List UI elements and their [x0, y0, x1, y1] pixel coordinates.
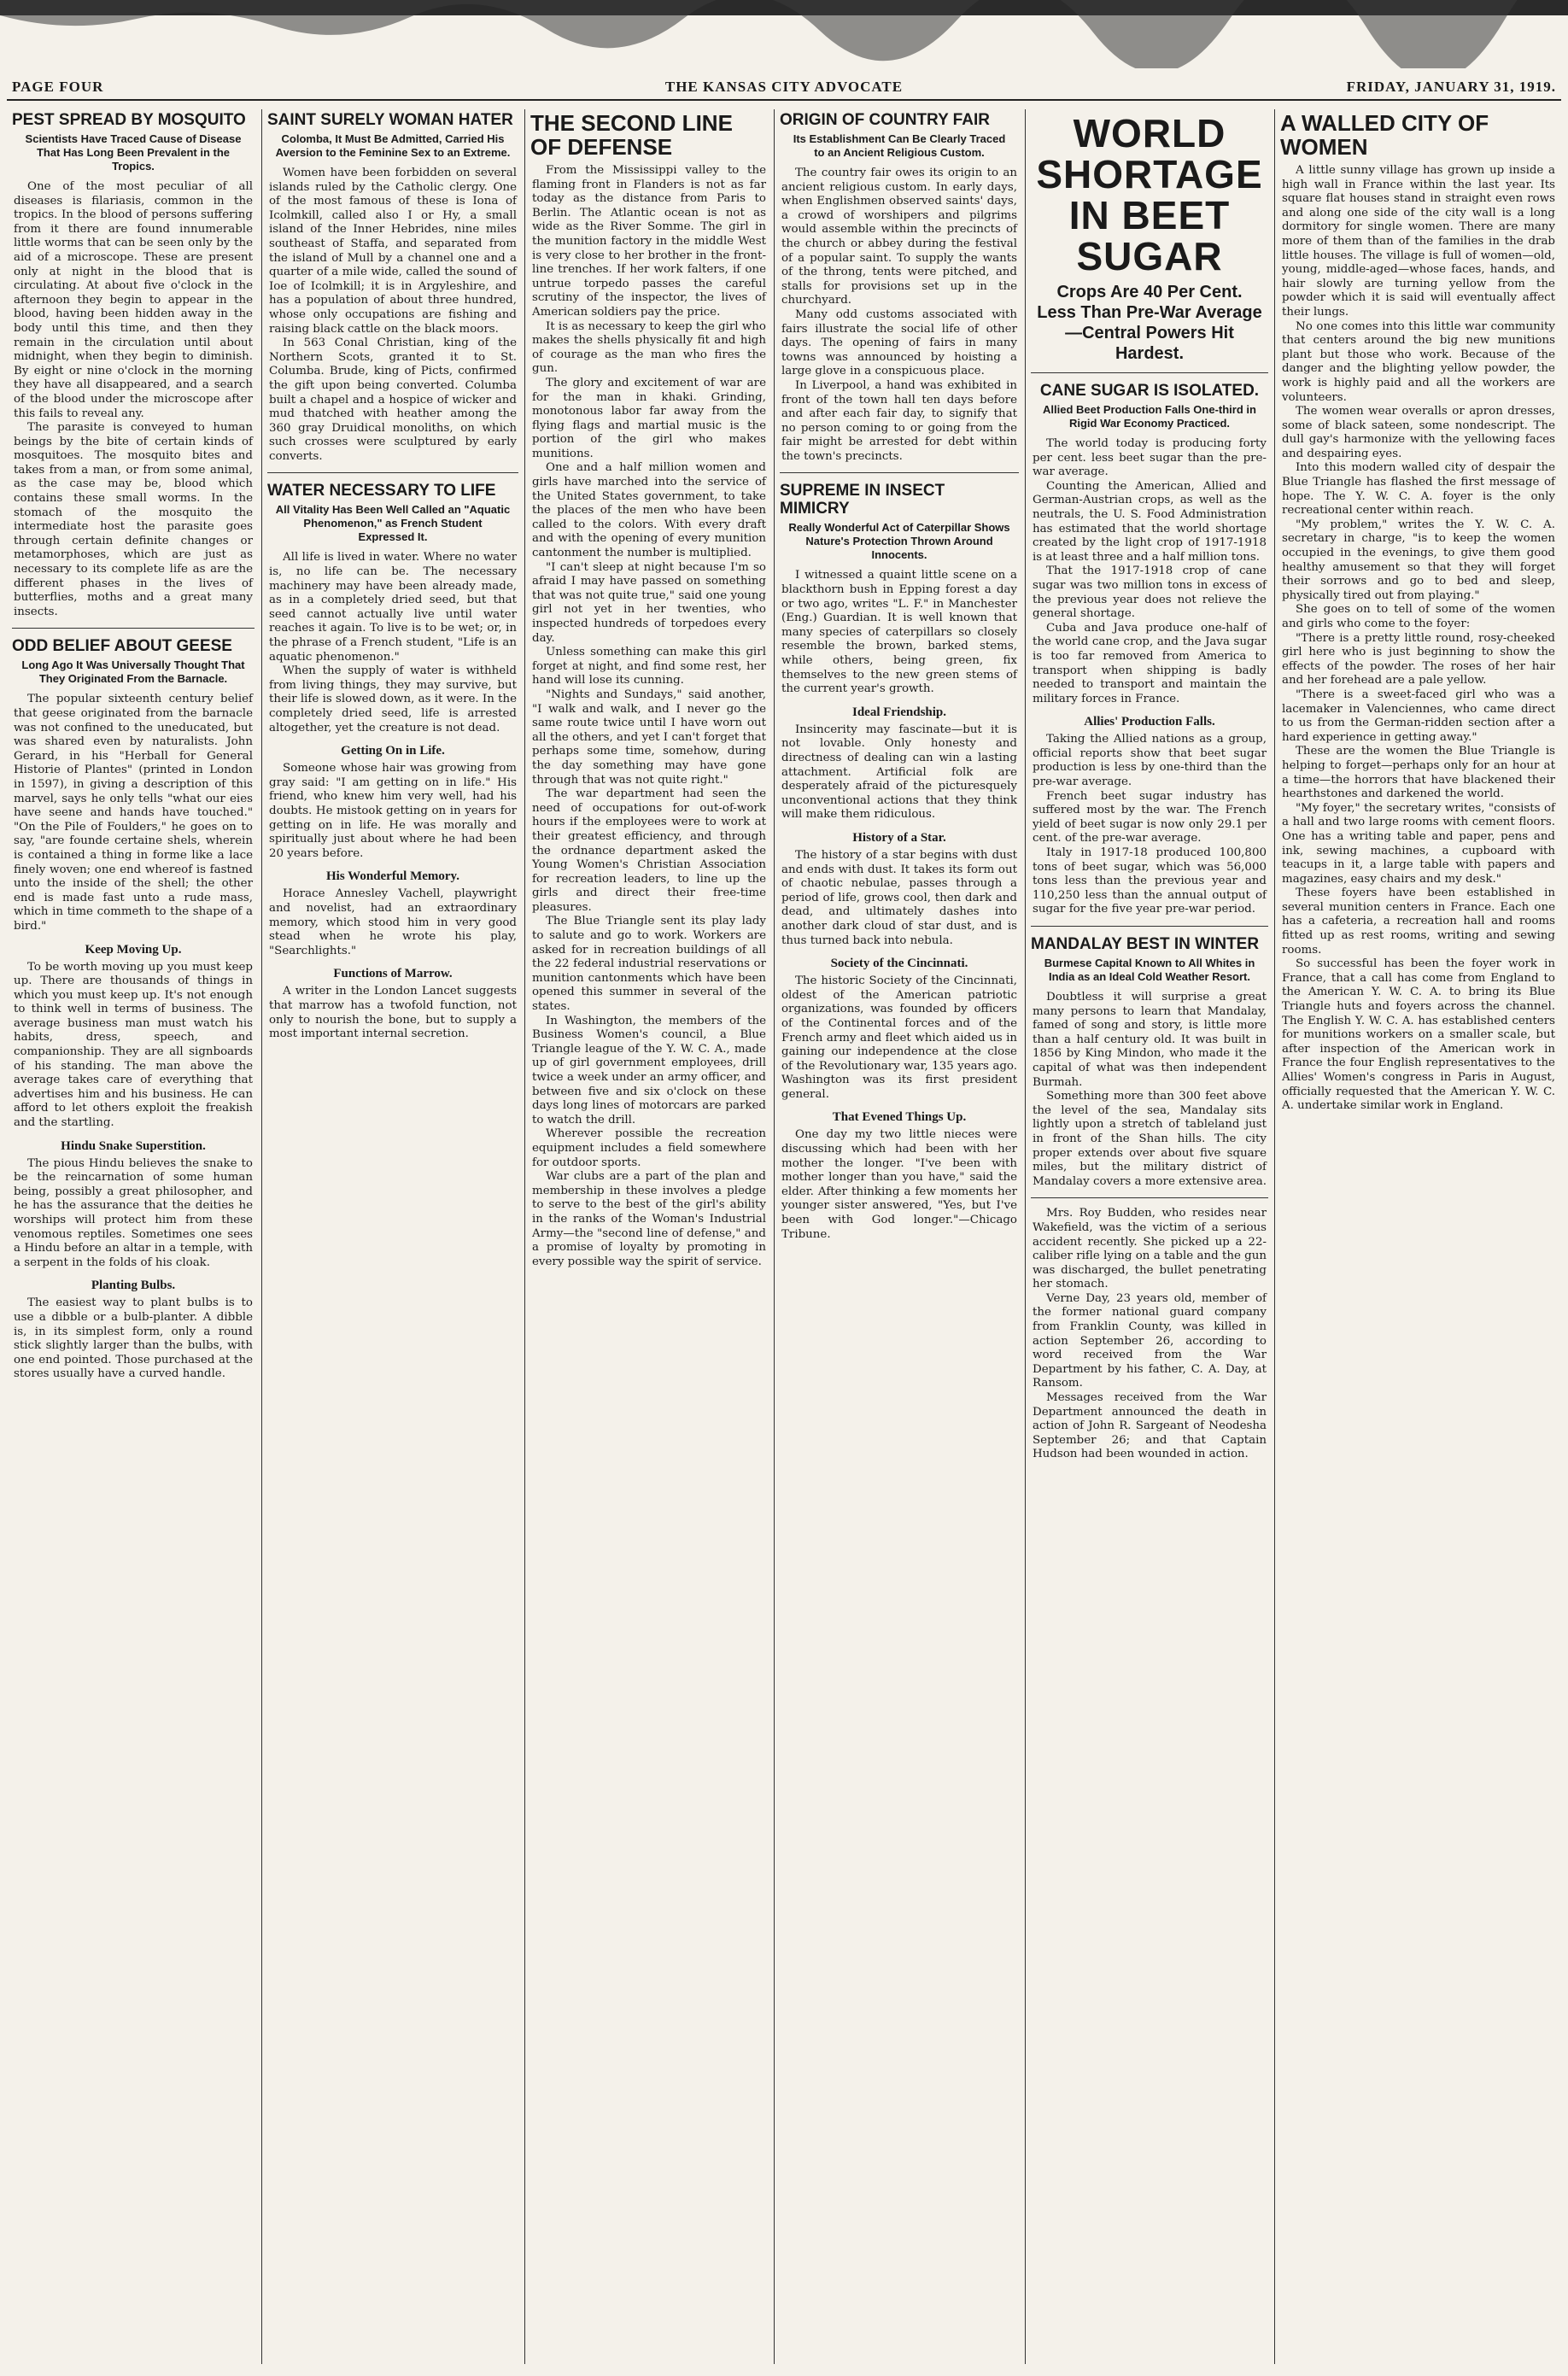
article-text: The world today is producing forty per cent. less beet sugar than the pre-war average.	[1033, 437, 1267, 479]
paper-name: THE KANSAS CITY ADVOCATE	[664, 79, 904, 95]
subhead-evened-up: That Evened Things Up.	[832, 1110, 967, 1125]
article-text: One and a half million women and girls have marched into the service of the United States government, to take the places of the men who have been called to the colors. With every draft and with the opening of every munition cantonment the number is multiplied.	[532, 461, 766, 560]
divider	[267, 472, 518, 473]
article-text: She goes on to tell of some of the women and girls who come to the foyer:	[1282, 603, 1555, 630]
column-1	[7, 109, 260, 2364]
article-text: Women have been forbidden on several islands ruled by the Catholic clergy. One of the most famous of these is Iona of Icolmkill, called also I or Hy, a small island of the Inner Hebrides, nine miles southeast of Staffa, and separated from the island of Mull by a channel one and a quarter of a mile wide, called the sound of Ioe of Icolmkill; it is in Argyleshire, and has a population of about three hundred, whose only occupations are fishing and raising black cattle on the black moors.	[269, 167, 517, 336]
article-text: In 563 Conal Christian, king of the Northern Scots, granted it to St. Columba. Brude, king of Picts, confirmed the gift upon being converted. Columba built a chapel and a hospice of wicker and mud thatched with heather among the 360 gray Druidical monoliths, on which such crosses were sculptured by early converts.	[269, 337, 517, 463]
article-text: A little sunny village has grown up inside a high wall in France within the last year. Its square flat houses stand in straight even rows and along one side of the city wall is a long dormitory for single women. There are many more of them than of the families in the drab little houses. The village is full of women—old, young, middle-aged—whose faces, hands, and hair slowly are turning yellow from the powder which it is said will eventually affect their lungs.	[1282, 164, 1555, 319]
deck-odd-belief: Long Ago It Was Universally Thought That They Originated From the Barnacle.	[21, 658, 245, 686]
headline-pest-mosquito: PEST SPREAD BY MOSQUITO	[12, 111, 246, 129]
article-text: The country fair owes its origin to an ancient religious custom. In early days, when Englishmen observed saints' days, a crowd of worshipers and pilgrims would assemble within the precincts of the church or abbey during the festival of a popular saint. To supply the wants of the throng, tents were pitched, and stalls for provisions set up in the churchyard.	[781, 167, 1017, 307]
subhead-planting-bulbs: Planting Bulbs.	[91, 1279, 176, 1293]
headline-second-line: THE SECOND LINE OF DEFENSE	[530, 110, 733, 160]
article-text: Into this modern walled city of despair the Blue Triangle has flashed the first message of hope. The Y. W. C. A. foyer is the only recreational center within reach.	[1282, 461, 1555, 518]
headline-water-necessary: WATER NECESSARY TO LIFE	[267, 482, 496, 500]
article-text: Taking the Allied nations as a group, official reports show that beet sugar production is less by one-third than the pre-war average.	[1033, 733, 1267, 789]
article-text: Doubtless it will surprise a great many persons to learn that Mandalay, famed of song and story, is little more than a half century old. It was built in 1856 by King Mindon, who made it the capital of what was then independent Burmah.	[1033, 991, 1267, 1089]
deck-insect-mimicry: Really Wonderful Act of Caterpillar Shows Nature's Protection Thrown Around Innocents.	[788, 521, 1010, 562]
article-text: Many odd customs associated with fairs illustrate the social life of other days. The opening of fairs in many towns was announced by hoisting a large glove in a conspicuous place.	[781, 307, 1017, 378]
article-text: "My foyer," the secretary writes, "consists of a hall and two large rooms with cement floors. One has a writing table and paper, pens and ink, sewing machines, a cupboard with teacups in it, a large table with papers and magazines, easy chairs and my desk."	[1282, 801, 1555, 886]
column-6	[1274, 109, 1562, 2364]
subhead-cincinnati: Society of the Cincinnati.	[830, 957, 968, 971]
article-text: When the supply of water is withheld from living things, they may survive, but their life is slowed down, as it were. In the completely dried seed, life is arrested altogether, yet the creature is not dead.	[269, 664, 518, 734]
article-text: The pious Hindu believes the snake to be the reincarnation of some human being, possibly a great philosopher, and he has the assurance that the deities he worships will protect him from these venomous reptiles. Sometimes one sees a Hindu before an altar in a temple, with a serpent in the folds of his cloak.	[14, 1156, 253, 1269]
divider	[780, 472, 1019, 473]
article-text: So successful has been the foyer work in France, that a call has come from England to the American Y. W. C. A. to bring its Blue Triangle huts and foyers across the channel. The English Y. W. C. A. has established centers for munitions workers on a smaller scale, but after inspection of the American work in France the four English representatives to the Allies' Women's congress in Paris in August, officially requested that the American Y. W. C. A. undertake similar work in England.	[1282, 957, 1555, 1113]
article-text: One day my two little nieces were discussing which had been with her mother the longer. "I've been with mother longer than you have," said the elder. After thinking a few moments her younger sister answered, "Yes, but I've been with God longer."—Chicago Tribune.	[781, 1128, 1017, 1241]
article-text: "My problem," writes the Y. W. C. A. secretary in charge, "is to keep the women occupied in the evenings, to give them good healthy amusement so that they will forget their sorrows and go to bed and sleep, physically tired out from playing."	[1282, 518, 1555, 602]
article-text: The history of a star begins with dust and ends with dust. It takes its form out of chaotic nebulae, passes through a period of life, grows cool, then dark and dead, and ultimately dashes into another dark cloud of star dust, and is thus turned back into nebula.	[781, 848, 1017, 947]
article-text: Counting the American, Allied and German-Austrian crops, as well as the neutrals, the U. S. Food Administration has estimated that the world shortage created by the light crop of 1917-1918 is at least three and a half million tons.	[1033, 479, 1267, 564]
subhead-keep-moving: Keep Moving Up.	[85, 942, 182, 957]
subhead-hindu-snake: Hindu Snake Superstition.	[61, 1138, 206, 1153]
article-text: It is as necessary to keep the girl who makes the shells physically fit and high of courage as the man who fires the gun.	[532, 319, 766, 376]
article-text: I witnessed a quaint little scene on a blackthorn bush in Epping forest a day or two ago, writes "L. F." in Manchester (Eng.) Guardian. It is well known that many species of caterpillars so closely resemble the brown, barked stems, while others, being green, fix themselves to the new green stems of the current year's growth.	[781, 569, 1017, 696]
article-text: These are the women the Blue Triangle is helping to forget—perhaps only for an hour at a time—the horrors that have blackened their hearthstones and darkened the world.	[1282, 745, 1555, 801]
article-text: Something more than 300 feet above the level of the sea, Mandalay sits lightly upon a stretch of tableland just in front of the Shan hills. The city proper extends over about five square miles, but the military district of Mandalay covers a more extensive area.	[1033, 1090, 1267, 1188]
news-item: Mrs. Roy Budden, who resides near Wakefield, was the victim of a serious accident recently. She picked up a 22-caliber rifle lying on a table and the gun was discharged, the bullet penetrating her stomach.	[1033, 1207, 1267, 1291]
column-3	[524, 109, 773, 2364]
article-text: These foyers have been established in several munition centers in France. Each one has a cafeteria, a recreation hall and rooms fitted up as rest rooms, writing and sewing rooms.	[1282, 887, 1555, 957]
deck-allied-beet: Allied Beet Production Falls One-third in Rigid War Economy Practiced.	[1043, 403, 1256, 430]
column-4	[774, 109, 1024, 2364]
article-text: The war department had seen the need of occupations for out-of-work hours if the employees were to work at their greatest efficiency, and through the ordnance department asked the Young Women's Christian Association for recreation leaders, to line up the girls and direct their free-time pleasures.	[532, 787, 766, 914]
headline-mandalay: MANDALAY BEST IN WINTER	[1031, 935, 1260, 953]
subhead-cane-sugar: CANE SUGAR IS ISOLATED.	[1039, 382, 1260, 400]
deck-beet-sugar: Crops Are 40 Per Cent. Less Than Pre-War Average—Central Powers Hit Hardest.	[1037, 283, 1262, 363]
article-text: Italy in 1917-18 produced 100,800 tons of beet sugar, which was 56,000 tons less than the previous year and 110,250 less than the annual output of sugar for the five year pre-war period.	[1033, 846, 1267, 916]
article-text: "I can't sleep at night because I'm so afraid I may have passed on something that was not quite true," said one young girl not yet in her twenties, who inspected hundreds of torpedoes every day.	[532, 560, 766, 645]
subhead-history-star: History of a Star.	[852, 830, 946, 845]
subhead-memory: His Wonderful Memory.	[326, 869, 459, 884]
article-text: The Blue Triangle sent its play lady to salute and go to work. Workers are asked for in recreation buildings of all the 22 federal industrial reservations or munition cantonments which have been opened this summer in several of the states.	[532, 915, 766, 1014]
article-text: In Washington, the members of the Business Women's council, a Blue Triangle league of the Y. W. C. A., made up of girl government employees, drill twice a week under an army officer, and between five and six o'clock on these days long lines of motorcars are parked to watch the drill.	[532, 1014, 766, 1127]
headline-beet-sugar: WORLD SHORTAGE IN BEET SUGAR	[1036, 111, 1263, 278]
article-text: The parasite is conveyed to human beings by the bite of certain kinds of mosquitoes. The mosquito bites and takes from a man, or from some animal, as the case may be, blood which contains these small worms. In the stomach of the mosquito the intermediate host the parasite goes through certain definite changes or metamorphoses, which are just as necessary to its complete life as are the different phases in the lives of butterflies, moths and a great many insects.	[14, 421, 253, 618]
deck-country-fair: Its Establishment Can Be Clearly Traced to an Ancient Religious Custom.	[793, 132, 1006, 159]
article-text: "There is a sweet-faced girl who was a lacemaker in Valenciennes, who came direct to us from the German-ridden section after a hard experience in getting away."	[1282, 688, 1555, 744]
headline-insect-mimicry: SUPREME IN INSECT MIMICRY	[780, 482, 945, 518]
headline-walled-city: A WALLED CITY OF WOMEN	[1280, 110, 1489, 160]
news-item: Verne Day, 23 years old, member of the former national guard company from Franklin County, was killed in action September 26, according to word received from the War Department by his father, C. A. Day, at Ransom.	[1033, 1291, 1267, 1390]
article-text: "Nights and Sundays," said another, "I walk and walk, and I never go the same route twice until I have worn out all the others, and yet I can't forget that perhaps some time, somehow, during the day something may have gone through that was not quite right."	[532, 688, 766, 787]
subhead-ideal-friendship: Ideal Friendship.	[851, 705, 947, 719]
article-text: The women wear overalls or apron dresses, some of black sateen, some nondescript. The dull gay's harmonize with the yellowing faces and despairing eyes.	[1282, 405, 1555, 460]
divider	[1031, 1197, 1268, 1198]
article-text: The popular sixteenth century belief that geese originated from the barnacle was not confined to the uneducated, but was shared even by naturalists. John Gerard, in his "Herball for General Historie of Plantes" (printed in London in 1597), in giving a description of this marvel, says he only tells "what our eies have seene and hands have touched." "On the Pile of Foulders," he goes on to say, "are founde certaine shels, wherein is contained a thing in forme like a lace finely woven; one end whereof is fastned unto the inside of the shell; the other end is made fast unto a rude mass, which in time commeth to the shape of a bird."	[14, 693, 253, 933]
issue-date: FRIDAY, JANUARY 31, 1919.	[1346, 79, 1556, 95]
deck-saint-woman-hater: Colomba, It Must Be Admitted, Carried His Aversion to the Feminine Sex to an Extreme.	[275, 132, 511, 159]
article-text: The glory and excitement of war are for the man in khaki. Grinding, monotonous labor far away from the flying flags and martial music is the portion of the girl who makes munitions.	[532, 376, 766, 460]
column-2	[261, 109, 524, 2364]
article-text: In Liverpool, a hand was exhibited in front of the town hall ten days before and after each fair day, to signify that no person coming to or going from the fair might be arrested for debt within the town's precincts.	[781, 378, 1017, 463]
headline-odd-belief: ODD BELIEF ABOUT GEESE	[12, 637, 232, 656]
article-text: Cuba and Java produce one-half of the world cane crop, and the Java sugar is too far removed from America to transport when shipping is badly needed to transport and maintain the military forces in France.	[1033, 621, 1267, 705]
deck-pest-mosquito: Scientists Have Traced Cause of Disease That Has Long Been Prevalent in the Tropics.	[25, 132, 242, 173]
article-text: The historic Society of the Cincinnati, oldest of the American patriotic organizations, was founded by officers of the Continental forces and of the French army and fleet which aided us in gaining our independence at the close of the Revolutionary war, 135 years ago. Washington was its first president general.	[781, 974, 1017, 1101]
headline-country-fair: ORIGIN OF COUNTRY FAIR	[780, 111, 990, 129]
column-5	[1025, 109, 1273, 2364]
article-text: Someone whose hair was growing from gray said: "I am getting on in life." His friend, who knew him very well, had his doubts. He mistook getting on in years for getting on in life. He was morally and spiritually just about where he had been 20 years before.	[269, 762, 517, 860]
article-text: Horace Annesley Vachell, playwright and novelist, had an extraordinary memory, which stood him in very good stead when he wrote his play, "Searchlights."	[269, 887, 517, 957]
article-text: "There is a pretty little round, rosy-cheeked girl here who is just beginning to show the effects of the powder. The roses of her hair and her forehead are a pale yellow.	[1282, 631, 1555, 688]
masthead	[0, 0, 1568, 102]
article-text: French beet sugar industry has suffered most by the war. The French yield of beet sugar is now only 29.1 per cent. of the pre-war average.	[1033, 789, 1267, 846]
article-text: No one comes into this little war community that centers around the big new munitions plant but those who work. Because of the danger and the blighting yellow powder, the work is highly paid and all the workers are volunteers.	[1282, 319, 1555, 404]
article-text: From the Mississippi valley to the flaming front in Flanders is not as far today as the distance from Paris to Berlin. The Atlantic ocean is not as wide as the River Somme. The girl in the munition factory in the middle West is very close to her brother in the front-line trenches. If her work falters, if one untrue torpedo passes the careful scrutiny of the inspector, the lives of American soldiers pay the price.	[532, 164, 766, 319]
headline-saint-woman-hater: SAINT SURELY WOMAN HATER	[267, 111, 513, 129]
subhead-marrow: Functions of Marrow.	[333, 967, 453, 981]
article-text: The easiest way to plant bulbs is to use a dibble or a bulb-planter. A dibble is, in its simplest form, only a round stick slightly larger than the bulbs, with one end pointed. Those purchased at the stores usually have a curved handle.	[14, 1296, 253, 1381]
article-text: One of the most peculiar of all diseases is filariasis, common in the tropics. In the blood of persons suffering from it there are found innumerable little worms that can be seen only by the aid of a microscope. These are present only at night in the blood that is circulating. At about five o'clock in the afternoon they begin to appear in the blood, having been hidden away in the body until this time, and then they remain in the circulation until about midnight, when they begin to diminish. By eight or nine o'clock in the morning they have all disappeared, and a search of the blood under the microscope after this fails to reveal any.	[14, 180, 253, 420]
masthead-rule	[7, 99, 1561, 101]
news-item: Messages received from the War Department announced the death in action of John R. Sargeant of Neodesha September 26; and that Captain Hudson had been wounded in action.	[1033, 1391, 1267, 1461]
deck-mandalay: Burmese Capital Known to All Whites in India as an Ideal Cold Weather Resort.	[1044, 957, 1255, 983]
divider	[1031, 926, 1268, 927]
divider	[12, 628, 255, 629]
article-text: Insincerity may fascinate—but it is not lovable. Only honesty and directness of dealing can win a lasting attachment. Artificial folk are desperately afraid of the picturesquely unconventional actions that they think will make them ridiculous.	[781, 723, 1017, 822]
article-text: Unless something can make this girl forget at night, and find some rest, her hand will lose its cunning.	[532, 646, 766, 688]
article-text: All life is lived in water. Where no water is, no life can be. The necessary machinery may have been already made, as in a completely dried seed, but that seed cannot actually live until water reaches it again. To live is to be wet; or, in the phrase of a French student, "Life is an aquatic phenomenon."	[269, 551, 517, 664]
article-text: To be worth moving up you must keep up. There are thousands of things in which you must keep up. It's not enough to think well in terms of business. The average business man must watch his habits, dress, speech, and companionship. They are all signboards of his standing. The man above the average takes care of everything that advertises him and his business. He can afford to let others exploit the freakish and the startling.	[14, 960, 253, 1130]
deck-water-necessary: All Vitality Has Been Well Called an "Aquatic Phenomenon," as French Student Expressed It.	[275, 503, 511, 544]
article-text: A writer in the London Lancet suggests that marrow has a twofold function, not only to nourish the bone, but to supply a most important internal secretion.	[269, 985, 517, 1041]
subhead-allies-production: Allies' Production Falls.	[1084, 715, 1215, 729]
page-number: PAGE FOUR	[12, 79, 104, 95]
article-text: That the 1917-1918 crop of cane sugar was two million tons in excess of the previous year does not relieve the general shortage.	[1033, 565, 1267, 621]
subhead-getting-on: Getting On in Life.	[341, 744, 445, 758]
article-text: War clubs are a part of the plan and membership in these involves a pledge to serve to the best of the girl's ability in the ranks of the Woman's Industrial Army—the "second line of defense," and a promise of loyalty by promoting in every possible way the spirit of service.	[532, 1170, 766, 1268]
torn-edge-texture	[0, 0, 1568, 68]
divider	[1031, 372, 1268, 373]
article-text: Wherever possible the recreation equipment includes a field somewhere for outdoor sports.	[532, 1127, 766, 1169]
